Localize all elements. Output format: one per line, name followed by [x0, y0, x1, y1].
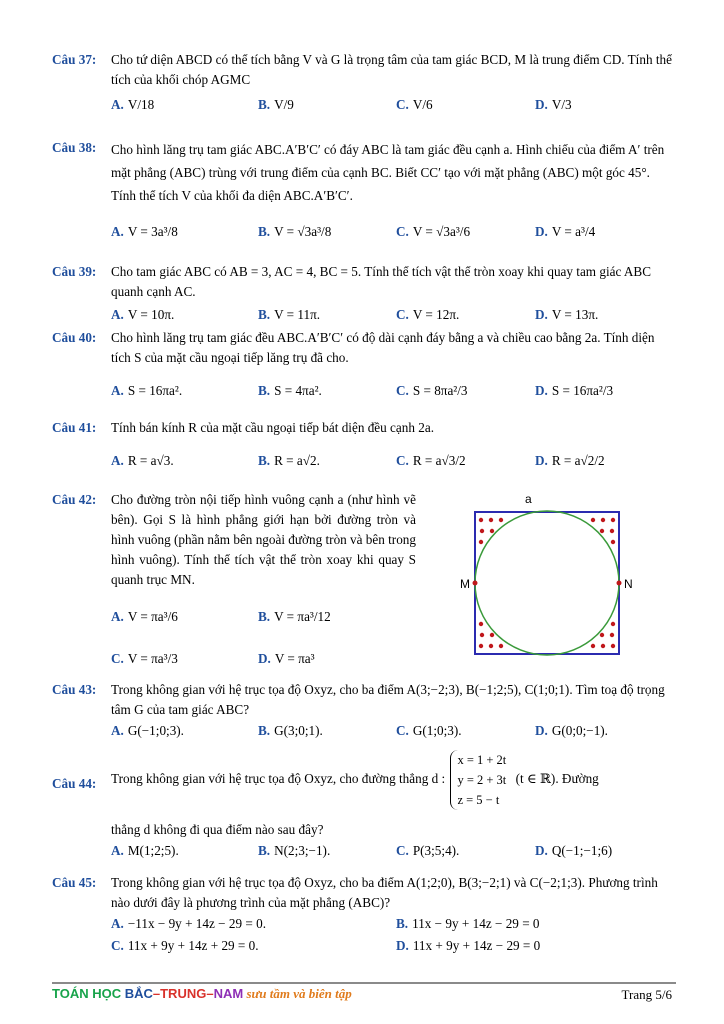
option-b[interactable]: B. S = 4πa². — [258, 383, 322, 398]
option-d[interactable]: D. R = a√2/2 — [535, 453, 605, 468]
option-d[interactable]: D. G(0;0;−1). — [535, 723, 608, 738]
question-text: Cho tứ diện ABCD có thể tích bằng V và G là trọng tâm của tam giác BCD, M là trung điểm CD. Tính thể tích của khối chóp AGMC — [111, 52, 672, 87]
question-text: Cho hình lăng trụ tam giác ABC.A′B′C′ có đáy ABC là tam giác đều cạnh a. Hình chiếu của điểm A′ trên mặt phẳng (ABC) trùng với trung điểm của cạnh BC. Biết CC′ tạo với mặt phẳng (ABC) một góc 45°. Tính thể tích V của khối đa diện ABC.A′B′C′. — [111, 142, 665, 203]
option-c[interactable]: C. R = a√3/2 — [396, 453, 466, 468]
question-text: Cho đường tròn nội tiếp hình vuông cạnh a (như hình vẽ bên). Gọi S là hình phẳng giới hạn bởi đường tròn và hình vuông (phần nằm bên ngoài đường tròn và bên trong hình vuông). Tính thể tích vật thể tròn xoay khi quay S quanh trục MN. — [111, 492, 416, 587]
option-d[interactable]: D. 11x + 9y + 14z − 29 = 0 — [396, 938, 541, 953]
option-c[interactable]: C. V = 12π. — [396, 307, 460, 322]
options-row — [111, 646, 416, 672]
question-number: Câu 37: — [52, 52, 97, 67]
page-number: Trang 5/6 — [621, 987, 672, 1002]
footer-divider — [52, 982, 676, 984]
figure-svg — [460, 490, 640, 665]
option-c[interactable]: C. V = πa³/3 — [111, 651, 178, 666]
options-row — [111, 604, 416, 630]
question-45 — [52, 873, 676, 957]
question-text-continued: thẳng d không đi qua điểm nào sau đây? — [111, 822, 324, 837]
inscribed-circle — [475, 511, 619, 655]
option-d[interactable]: D. V = 13π. — [535, 307, 599, 322]
label-m: M — [460, 577, 470, 591]
options-row — [111, 219, 676, 245]
question-42 — [52, 490, 416, 672]
option-b[interactable]: B. G(3;0;1). — [258, 723, 323, 738]
option-b[interactable]: B. V/9 — [258, 97, 294, 112]
label-n: N — [624, 577, 633, 591]
question-43 — [52, 680, 676, 742]
option-d[interactable]: D. V/3 — [535, 97, 572, 112]
option-c[interactable]: C. S = 8πa²/3 — [396, 383, 468, 398]
options-row — [111, 302, 676, 328]
option-a[interactable]: A. V = 3a³/8 — [111, 224, 178, 239]
option-a[interactable]: A. −11x − 9y + 14z − 29 = 0. — [111, 916, 266, 931]
shaded-region-dots — [479, 518, 615, 648]
option-b[interactable]: B. V = 11π. — [258, 307, 321, 322]
question-text: Cho tam giác ABC có AB = 3, AC = 4, BC = 5. Tính thể tích vật thể tròn xoay khi quay tam giác ABC quanh cạnh AC. — [111, 264, 652, 299]
options-row — [111, 840, 676, 862]
question-number: Câu 42: — [52, 492, 97, 507]
option-b[interactable]: B. 11x − 9y + 14z − 29 = 0 — [396, 916, 540, 931]
option-d[interactable]: D. S = 16πa²/3 — [535, 383, 614, 398]
options-row — [111, 935, 676, 957]
question-number: Câu 38: — [52, 140, 97, 155]
question-number: Câu 43: — [52, 682, 97, 697]
question-44 — [52, 750, 676, 862]
options-row — [111, 378, 676, 404]
option-d[interactable]: D. Q(−1;−1;6) — [535, 843, 613, 858]
point-m — [473, 581, 478, 586]
question-number: Câu 41: — [52, 420, 97, 435]
options-row — [111, 448, 676, 474]
question-41 — [52, 418, 676, 474]
option-c[interactable]: C. V/6 — [396, 97, 433, 112]
point-n — [617, 581, 622, 586]
option-a[interactable]: A. V = 10π. — [111, 307, 175, 322]
options-row — [111, 720, 676, 742]
question-text: Cho hình lăng trụ tam giác đều ABC.A′B′C′ có độ dài cạnh đáy bằng a và chiều cao bằng 2a. Tính diện tích S của mặt cầu ngoại tiếp lăng trụ đã cho. — [111, 330, 655, 365]
option-a[interactable]: A. S = 16πa². — [111, 383, 183, 398]
question-text: Trong không gian với hệ trục tọa độ Oxyz, cho ba điểm A(3;−2;3), B(−1;2;5), C(1;0;1). Tìm toạ độ trọng tâm G của tam giác ABC? — [111, 682, 665, 717]
options-row — [111, 913, 676, 935]
question-text: Trong không gian với hệ trục tọa độ Oxyz, cho ba điểm A(1;2;0), B(3;−2;1) và C(−2;1;3). Phương trình nào dưới đây là phương trình của mặt phẳng (ABC)? — [111, 875, 658, 910]
question-number: Câu 40: — [52, 330, 97, 345]
option-c[interactable]: C. G(1;0;3). — [396, 723, 462, 738]
option-b[interactable]: B. N(2;3;−1). — [258, 843, 331, 858]
option-d[interactable]: D. V = πa³ — [258, 651, 315, 666]
question-39 — [52, 262, 676, 328]
option-c[interactable]: C. 11x + 9y + 14z + 29 = 0. — [111, 938, 259, 953]
question-text: Tính bán kính R của mặt cầu ngoại tiếp bát diện đều cạnh 2a. — [111, 420, 434, 435]
option-c[interactable]: C. P(3;5;4). — [396, 843, 460, 858]
option-a[interactable]: A. V = πa³/6 — [111, 609, 178, 624]
label-a: a — [525, 492, 532, 506]
option-a[interactable]: A. R = a√3. — [111, 453, 174, 468]
option-a[interactable]: A. G(−1;0;3). — [111, 723, 184, 738]
question-number: Câu 45: — [52, 875, 97, 890]
question-37 — [52, 50, 676, 118]
options-row — [111, 92, 676, 118]
inscribed-circle-figure — [460, 490, 640, 665]
question-38 — [52, 138, 676, 245]
question-number: Câu 39: — [52, 264, 97, 279]
square — [475, 512, 619, 654]
parametric-system: x = 1 + 2t y = 2 + 3t z = 5 − t — [450, 750, 506, 810]
option-a[interactable]: A. M(1;2;5). — [111, 843, 179, 858]
option-b[interactable]: B. R = a√2. — [258, 453, 320, 468]
option-a[interactable]: A. V/18 — [111, 97, 155, 112]
option-d[interactable]: D. V = a³/4 — [535, 224, 596, 239]
footer-brand: TOÁN HỌC BẮC–TRUNG–NAM sưu tầm và biên tập — [52, 986, 352, 1001]
option-b[interactable]: B. V = πa³/12 — [258, 609, 331, 624]
question-number: Câu 44: — [52, 776, 97, 791]
option-b[interactable]: B. V = √3a³/8 — [258, 224, 332, 239]
question-text: Trong không gian với hệ trục tọa độ Oxyz, cho đường thẳng d : x = 1 + 2t y = 2 + 3t z = 5 − t (t ∈ ℝ). Đường — [111, 750, 676, 810]
question-40 — [52, 328, 676, 404]
option-c[interactable]: C. V = √3a³/6 — [396, 224, 471, 239]
